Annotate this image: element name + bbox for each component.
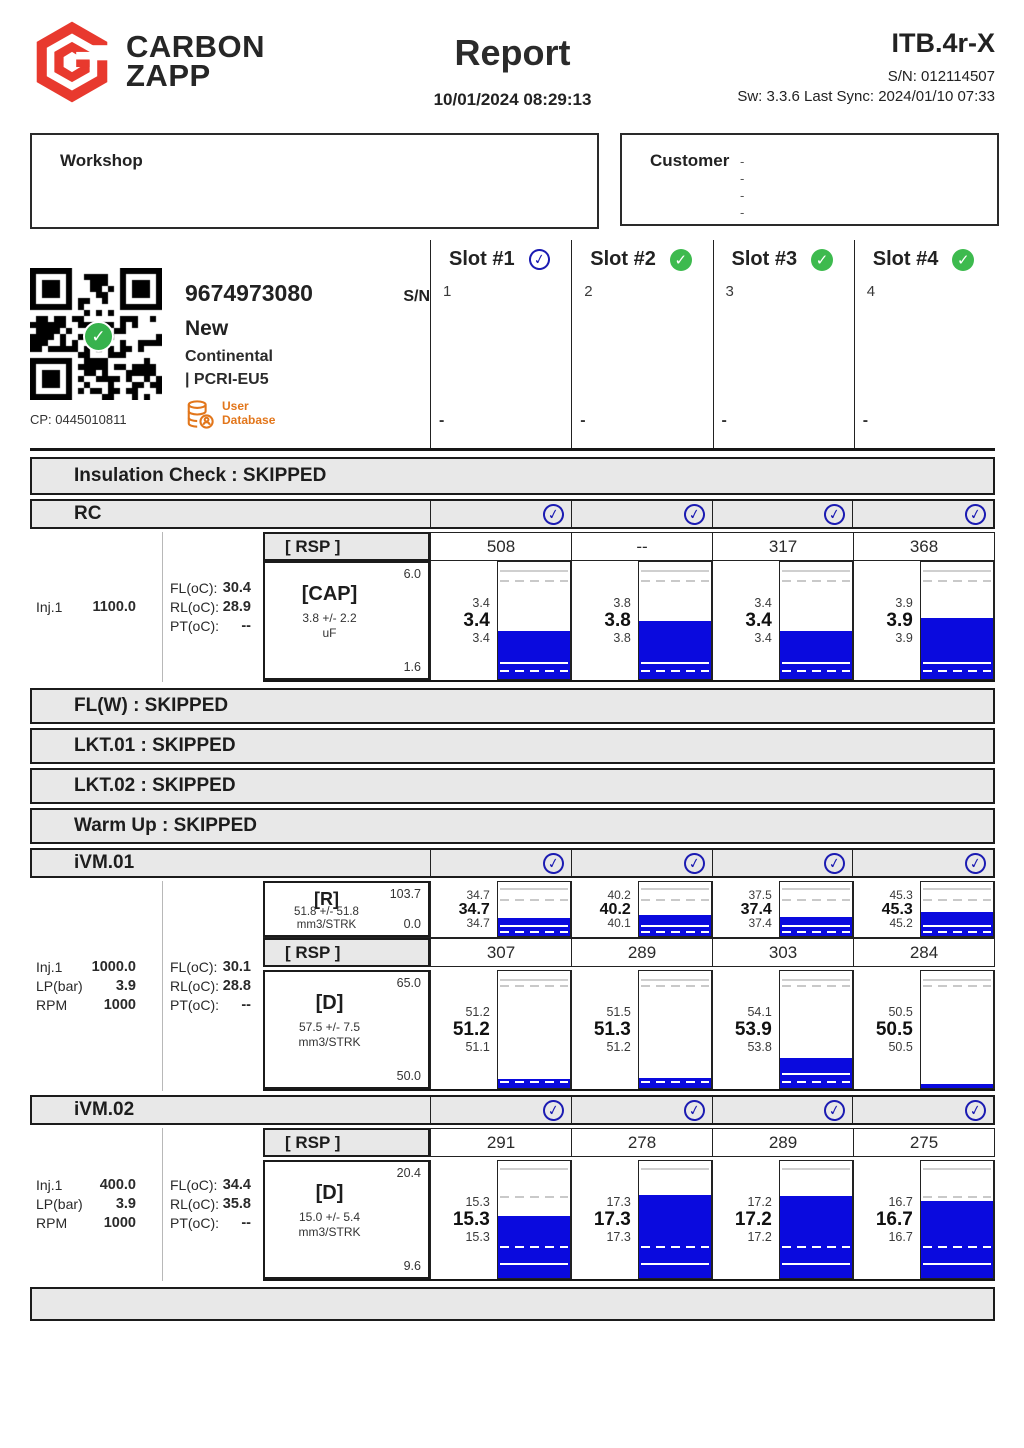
test-name: [CAP] (301, 582, 358, 605)
axis-max: 20.4 (396, 1166, 421, 1180)
test-tolerance: 15.0 +/- 5.4 (298, 1210, 361, 1225)
test-unit: mm3/STRK (298, 1225, 361, 1240)
rc-slot2-check (571, 501, 712, 527)
ivm02-d-slot2: 17.3 17.3 17.3 (571, 1160, 712, 1279)
database-icon (185, 399, 215, 429)
bar-chart (920, 881, 994, 937)
section-flw: FL(W) : SKIPPED (30, 688, 995, 724)
ivm02-rsp-row (263, 1128, 995, 1157)
check-icon: ✓ (541, 502, 565, 526)
axis-max: 65.0 (396, 976, 421, 990)
check-icon: ✓ (963, 851, 987, 875)
bar-chart (497, 561, 571, 680)
ivm01-slot4-check (852, 850, 993, 876)
brand-name: CARBON ZAPP (126, 29, 266, 93)
section-ivm02-header (30, 1095, 995, 1125)
ivm01-r-slot4: 45.3 45.3 45.2 (853, 881, 995, 937)
report-table (30, 240, 995, 1321)
rsp-value: 278 (571, 1128, 712, 1157)
ivm02-slot3-check (712, 1097, 853, 1123)
ivm01-rsp-row (263, 938, 995, 967)
rc-slot4-result: 3.9 3.9 3.9 (853, 561, 995, 680)
bar-chart (638, 561, 712, 680)
slot-dash: - (862, 412, 869, 429)
axis-min: 1.6 (403, 660, 421, 674)
rc-slot1-result: 3.4 3.4 3.4 (430, 561, 571, 680)
qr-verified-icon: ✓ (83, 321, 114, 352)
slot-label: Slot #3 (731, 248, 798, 270)
bar-chart (638, 970, 712, 1089)
section-rc-body (30, 532, 995, 682)
slot-number: 4 (866, 283, 876, 300)
qr-code (30, 268, 162, 400)
ivm01-slot3-check (712, 850, 853, 876)
bar-chart (497, 881, 571, 937)
check-icon: ✓ (963, 502, 987, 526)
check-icon: ✓ (811, 249, 833, 271)
slot-4-header (854, 240, 995, 448)
ivm02-d-row (263, 1160, 995, 1281)
ivm01-d-slot4: 50.5 50.5 50.5 (853, 970, 995, 1089)
injector-serial: 9674973080 (185, 280, 313, 306)
section-title: RC (74, 503, 102, 524)
rc-temperatures: FL(oC): 30.4 RL(oC): 28.9 PT(oC): -- (162, 532, 263, 682)
section-ivm02-body (30, 1128, 995, 1281)
ivm01-r-slot3: 37.5 37.4 37.4 (712, 881, 853, 937)
bar-chart (497, 1160, 571, 1279)
section-lkt02: LKT.02 : SKIPPED (30, 768, 995, 804)
machine-model: ITB.4r-X (891, 28, 995, 58)
check-icon: ✓ (682, 1098, 706, 1122)
ivm02-injector-params: Inj.1 400.0 LP(bar) 3.9 RPM 1000 (36, 1177, 136, 1231)
injector-brand: Continental (185, 348, 273, 365)
injector-serial-label: S/N (403, 288, 430, 305)
test-name: [R] (314, 889, 339, 909)
rsp-value: 317 (712, 532, 853, 561)
slot-dash: - (439, 412, 445, 429)
slot-number: 3 (725, 283, 734, 300)
carbonzapp-logo-icon (30, 20, 114, 104)
slot-number: 1 (443, 283, 452, 300)
section-warmup: Warm Up : SKIPPED (30, 808, 995, 844)
rsp-value: 289 (571, 938, 712, 967)
ivm01-d-slot3: 54.1 53.9 53.8 (712, 970, 853, 1089)
bar-chart (638, 881, 712, 937)
bar-chart (779, 561, 853, 680)
axis-min: 9.6 (403, 1259, 421, 1273)
workshop-label: Workshop (60, 151, 143, 170)
ivm01-slot2-check (571, 850, 712, 876)
test-d (263, 1160, 430, 1279)
ivm02-temperatures: FL(oC): 34.4 RL(oC): 35.8 PT(oC): -- (162, 1128, 263, 1281)
section-rc-header (30, 499, 995, 529)
check-icon: ✓ (682, 502, 706, 526)
section-ivm01-header (30, 848, 995, 878)
check-icon: ✓ (823, 502, 847, 526)
injector-type: | PCRI-EU5 (185, 371, 269, 388)
ivm01-slot1-check (430, 850, 571, 876)
test-r (263, 881, 430, 937)
ivm01-d-row (263, 970, 995, 1091)
rc-rsp-row (263, 532, 995, 561)
rsp-value: 508 (430, 532, 571, 561)
check-icon: ✓ (952, 249, 974, 271)
injector-cp-code: CP: 0445010811 (30, 412, 127, 427)
injector-status: New (185, 317, 229, 340)
ivm02-d-slot4: 16.7 16.7 16.7 (853, 1160, 995, 1279)
bar-chart (779, 1160, 853, 1279)
ivm01-r-slot1: 34.7 34.7 34.7 (430, 881, 571, 937)
ivm01-d-slot2: 51.5 51.3 51.2 (571, 970, 712, 1089)
slot-label: Slot #2 (590, 248, 656, 270)
check-icon: ✓ (682, 851, 706, 875)
slot-label: Slot #1 (449, 248, 515, 270)
ivm01-d-slot1: 51.2 51.2 51.1 (430, 970, 571, 1089)
rc-slot2-result: 3.8 3.8 3.8 (571, 561, 712, 680)
db-label-1: User (222, 399, 249, 414)
bar-chart (497, 970, 571, 1089)
report-header (30, 18, 995, 118)
bar-chart (779, 970, 853, 1089)
rsp-value: 291 (430, 1128, 571, 1157)
section-ivm01-body (30, 881, 995, 1091)
test-unit: mm3/STRK (296, 919, 357, 931)
rsp-value: 289 (712, 1128, 853, 1157)
ivm02-d-slot3: 17.2 17.2 17.2 (712, 1160, 853, 1279)
test-name: [D] (315, 1181, 344, 1204)
brand-logo (30, 20, 265, 104)
bar-chart (920, 561, 994, 680)
db-label-2: Database (222, 413, 276, 427)
section-title: iVM.01 (74, 852, 135, 873)
check-icon: ✓ (541, 851, 565, 875)
ivm01-injector-params: Inj.1 1000.0 LP(bar) 3.9 RPM 1000 (36, 958, 136, 1013)
rc-injector-params (30, 532, 162, 682)
section-title: iVM.02 (74, 1099, 135, 1120)
check-icon: ✓ (541, 1098, 565, 1122)
rsp-value: 368 (853, 532, 995, 561)
slot-2-header (571, 240, 712, 448)
ivm02-d-slot1: 15.3 15.3 15.3 (430, 1160, 571, 1279)
rsp-value: 303 (712, 938, 853, 967)
param-value: 1100.0 (92, 598, 136, 615)
param-label: Inj.1 (36, 598, 63, 615)
rsp-value: 275 (853, 1128, 995, 1157)
axis-min: 0.0 (403, 917, 421, 931)
slot-1-header (430, 240, 571, 448)
footer-empty-bar (30, 1287, 995, 1321)
user-database-badge (185, 399, 430, 429)
customer-label: Customer (650, 151, 730, 170)
software-sync-info: Sw: 3.3.6 Last Sync: 2024/01/10 07:33 (737, 88, 995, 105)
bar-chart (779, 881, 853, 937)
ivm02-slot4-check (852, 1097, 993, 1123)
customer-box (620, 133, 999, 226)
rc-slot3-result: 3.4 3.4 3.4 (712, 561, 853, 680)
rc-cap-row (263, 561, 995, 682)
check-icon: ✓ (527, 247, 551, 271)
report-datetime: 10/01/2024 08:29:13 (433, 90, 592, 109)
ivm02-slot2-check (571, 1097, 712, 1123)
test-tolerance: 51.8 +/- 51.8 (294, 906, 359, 918)
test-name: [D] (315, 991, 344, 1014)
rsp-label: [ RSP ] (263, 1128, 430, 1157)
test-cap (263, 561, 430, 680)
slots-header-band (30, 240, 995, 451)
slot-dash: - (721, 412, 727, 429)
slot-number: 2 (584, 283, 593, 300)
rsp-value: 307 (430, 938, 571, 967)
page-title: Report (454, 32, 571, 73)
slot-3-header (713, 240, 854, 448)
ivm01-r-row (263, 881, 995, 938)
test-d (263, 970, 430, 1089)
check-icon: ✓ (823, 1098, 847, 1122)
rc-slot4-check (852, 501, 993, 527)
ivm02-slot1-check (430, 1097, 571, 1123)
check-icon: ✓ (823, 851, 847, 875)
bar-chart (920, 970, 994, 1089)
rsp-value: -- (571, 532, 712, 561)
rsp-label: [ RSP ] (263, 532, 430, 561)
axis-min: 50.0 (396, 1069, 421, 1083)
ivm01-temperatures: FL(oC): 30.1 RL(oC): 28.8 PT(oC): -- (162, 881, 263, 1091)
bar-chart (638, 1160, 712, 1279)
check-icon: ✓ (670, 249, 692, 271)
customer-fields: - - - - (740, 154, 745, 220)
section-lkt01: LKT.01 : SKIPPED (30, 728, 995, 764)
section-insulation-check: Insulation Check : SKIPPED (30, 457, 995, 495)
test-unit: uF (322, 626, 337, 641)
rsp-value: 284 (853, 938, 995, 967)
machine-serial: S/N: 012114507 (887, 68, 995, 85)
check-icon: ✓ (963, 1098, 987, 1122)
injector-identity (30, 240, 430, 448)
axis-max: 103.7 (389, 887, 421, 901)
rsp-label: [ RSP ] (263, 938, 430, 967)
test-tolerance: 3.8 +/- 2.2 (302, 611, 357, 626)
test-tolerance: 57.5 +/- 7.5 (298, 1020, 361, 1035)
axis-max: 6.0 (403, 567, 421, 581)
slot-label: Slot #4 (872, 248, 939, 270)
rc-slot3-check (712, 501, 853, 527)
ivm01-r-slot2: 40.2 40.2 40.1 (571, 881, 712, 937)
rc-slot1-check (430, 501, 571, 527)
workshop-box (30, 133, 599, 229)
test-unit: mm3/STRK (298, 1035, 361, 1050)
bar-chart (920, 1160, 994, 1279)
slot-dash: - (580, 412, 586, 429)
